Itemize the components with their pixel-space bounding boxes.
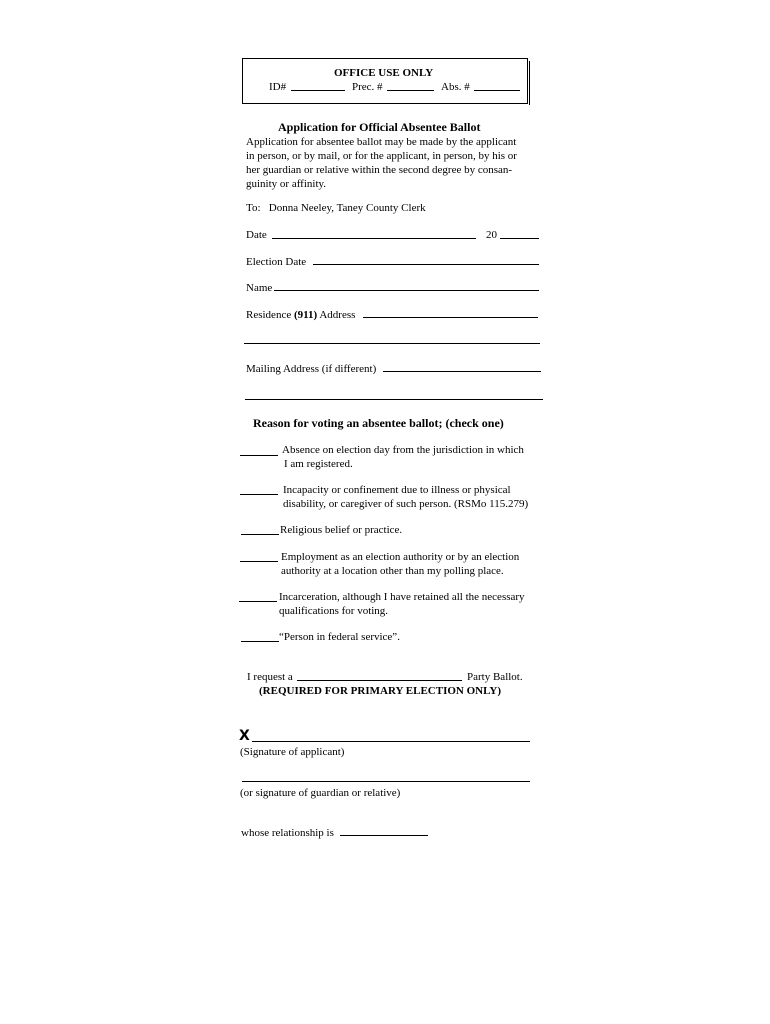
date-field[interactable]	[272, 238, 476, 239]
reason-line: disability, or caregiver of such person. (RSMo 115.279)	[283, 498, 529, 510]
intro-line: in person, or by mail, or for the applicant, in person, by his or	[246, 150, 517, 162]
mailing-field[interactable]	[383, 371, 541, 372]
signature-x-mark: X	[239, 728, 250, 744]
reason-line: Employment as an election authority or by an election	[281, 551, 520, 563]
party-request-suffix: Party Ballot.	[467, 671, 523, 683]
reason-line: I am registered.	[284, 458, 353, 470]
reason-incapacity	[283, 483, 528, 511]
abs-field[interactable]	[474, 90, 520, 91]
reason-line: authority at a location other than my polling place.	[281, 565, 504, 577]
intro-paragraph	[246, 135, 517, 191]
guardian-signature-label: (or signature of guardian or relative)	[240, 787, 401, 799]
relationship-label: whose relationship is	[241, 827, 334, 839]
reason-federal-service	[279, 630, 400, 644]
to-clerk: To: Donna Neeley, Taney County Clerk	[246, 202, 426, 214]
id-label: ID#	[269, 81, 287, 93]
mailing-field-line2[interactable]	[245, 399, 543, 400]
primary-required-note: (REQUIRED FOR PRIMARY ELECTION ONLY)	[259, 685, 502, 697]
intro-line: guinity or affinity.	[246, 178, 327, 190]
reason-line: qualifications for voting.	[279, 605, 389, 617]
residence-field[interactable]	[363, 317, 538, 318]
intro-line: her guardian or relative within the second degree by consan-	[246, 164, 513, 176]
mailing-label: Mailing Address (if different)	[246, 363, 377, 375]
prec-label: Prec. #	[352, 81, 383, 93]
year-field[interactable]	[500, 238, 539, 239]
residence-label-911: (911)	[293, 309, 318, 321]
reason-absence	[282, 443, 524, 471]
reason-religious	[280, 523, 402, 537]
reason-checkbox-religious[interactable]	[241, 534, 279, 535]
form-title: Application for Official Absentee Ballot	[278, 120, 481, 134]
year-prefix: 20	[486, 229, 497, 241]
applicant-signature-label: (Signature of applicant)	[240, 746, 345, 758]
election-date-label: Election Date	[246, 256, 307, 268]
name-label: Name	[246, 282, 273, 294]
name-field[interactable]	[274, 290, 539, 291]
reason-checkbox-federal-service[interactable]	[241, 641, 279, 642]
reason-incarceration	[279, 590, 525, 618]
reason-line: Incapacity or confinement due to illness or physical	[283, 484, 511, 496]
applicant-signature-field[interactable]	[252, 741, 530, 742]
reason-line: Incarceration, although I have retained all the necessary	[279, 591, 525, 603]
reason-line: “Person in federal service”.	[279, 631, 400, 643]
reasons-heading: Reason for voting an absentee ballot; (check one)	[253, 416, 504, 430]
residence-label	[246, 308, 355, 322]
id-field[interactable]	[291, 90, 345, 91]
intro-line: Application for absentee ballot may be made by the applicant	[246, 136, 517, 148]
relationship-field[interactable]	[340, 835, 428, 836]
abs-label: Abs. #	[441, 81, 470, 93]
residence-label-prefix: Residence	[246, 309, 294, 321]
residence-field-line2[interactable]	[244, 343, 540, 344]
party-field[interactable]	[297, 680, 462, 681]
reason-line: Religious belief or practice.	[280, 524, 403, 536]
residence-label-suffix: Address	[317, 309, 356, 321]
guardian-signature-field[interactable]	[242, 781, 530, 782]
reason-checkbox-incarceration[interactable]	[239, 601, 277, 602]
prec-field[interactable]	[387, 90, 434, 91]
party-request-prefix: I request a	[247, 671, 293, 683]
reason-checkbox-incapacity[interactable]	[240, 494, 278, 495]
reason-line: Absence on election day from the jurisdiction in which	[282, 444, 524, 456]
reason-checkbox-employment[interactable]	[240, 561, 278, 562]
reason-employment	[281, 550, 519, 578]
election-date-field[interactable]	[313, 264, 539, 265]
date-label: Date	[246, 229, 267, 241]
reason-checkbox-absence[interactable]	[240, 455, 278, 456]
office-use-title: OFFICE USE ONLY	[334, 67, 434, 79]
